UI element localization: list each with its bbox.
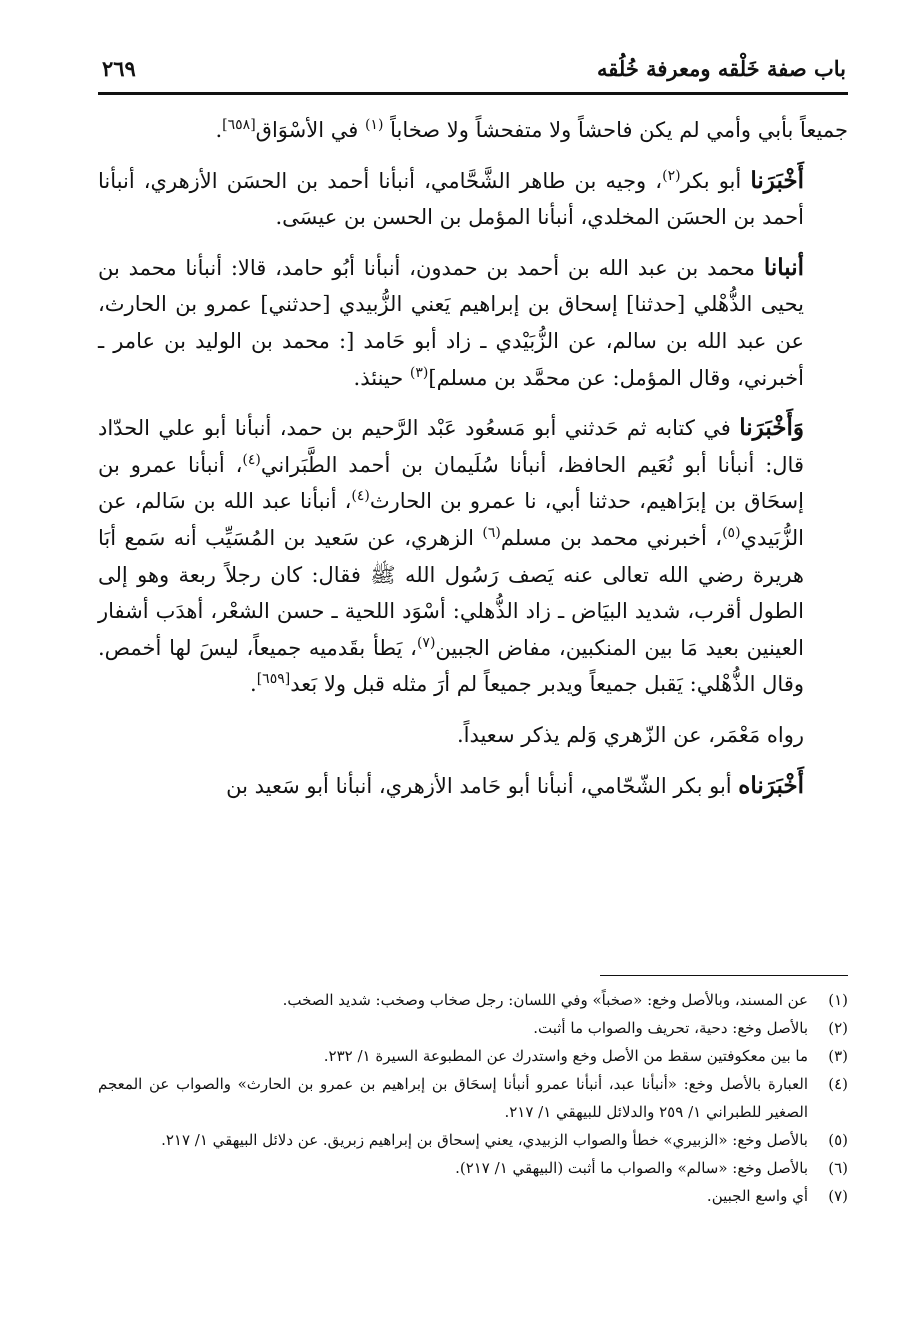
paragraph-text: الزهري، عن سَعيد بن المُسَيِّب أنه سَمع أبَا هريرة رضي الله تعالى عنه يَصف رَسُول الله ﷺ فقال: كان رجلاً ربعة وهو إلى الطول أقرب، شديد البيَاض ـ زاد الذُّهلي: أسْوَد اللحية ـ حسن الشعْر، أهدَب أشفار العينين بعيد مَا بين المنكبين، مفاض الجبين [98,525,804,660]
paragraph-text: . [250,672,257,697]
text-paragraph [98,717,848,754]
paragraph-text: أبو بكر [680,168,751,193]
paragraph-text: ، يَطأ بقَدميه جميعاً، ليسَ لها أخمص. وقال الذُّهْلي: يَقبل جميعاً ويدبر جميعاً لم أرَ مثله قبل ولا بَعد [98,635,804,697]
footnote-text: بالأصل وخع: «الزبيري» خطأ والصواب الزبيدي، يعني إسحاق بن إبراهيم زبريق. عن دلائل البيهقي ١/ ٢١٧. [161,1131,808,1149]
footnote-number: (٥) [828,1131,848,1149]
paragraph-text: في كتابه ثم حَدثني أبو مَسعُود عَبْد الرَّحيم بن حمد، أنبأنا أبو علي الحدّاد قال: أنبأنا أبو نُعَيم الحافظ، أنبأنا سُلَيمان بن أحمد الطَّبَراني [98,416,804,477]
footnote-marker: (١) [364,117,384,133]
main-text [98,112,848,818]
footnote-marker: (٤) [351,488,370,505]
footnote [98,1014,848,1042]
footnote-separator [600,975,848,976]
paragraph-text: جميعاً بأبي وأمي لم يكن فاحشاً ولا متفحشاً ولا صخاباً [383,118,848,142]
paragraph-text: رواه مَعْمَر، عن الزّهري وَلم يذكر سعيداً. [456,722,804,747]
page-number: ٢٦٩ [102,56,136,81]
isnad-lead-word: أَخْبَرَنا [750,166,804,194]
footnote-marker: (٥) [722,524,741,541]
footnote-number: (٢) [828,1019,848,1037]
footnote-marker: [٦٥٨] [222,117,256,133]
footnote-number: (٣) [828,1047,848,1065]
paragraph-text: ، أنبأنا عمرو بن إسحَاق بن إبرَاهيم، حدثنا أبي، نا عمرو بن الحارث [98,452,804,514]
chapter-title: باب صفة خَلْقه ومعرفة خُلُقه [596,56,846,81]
text-paragraph [98,163,848,236]
footnote-text: بالأصل وخع: «سالم» والصواب ما أثبت (البيهقي ١/ ٢١٧). [455,1159,808,1177]
paragraph-text: أبو بكر الشّحّامي، أنبأنا أبو حَامد الأزهري، أنبأنا أبو سَعيد بن [226,773,739,798]
footnote-marker: (٣) [409,364,429,381]
footnote-text: بالأصل وخع: دحية، تحريف والصواب ما أثبت. [533,1019,808,1037]
footnote-number: (٦) [828,1159,848,1177]
footnote-text: العبارة بالأصل وخع: «أنبأنا عبد، أنبأنا عمرو أنبأنا إسحَاق بن إبراهيم بن عمرو بن الحارث» والصواب عن المعجم الصغير للطبراني ١/ ٢٥٩ والدلائل للبيهقي ١/ ٢١٧. [98,1075,808,1121]
footnote [98,1182,848,1210]
isnad-lead-word: أنبانا [763,253,804,281]
footnote-number: (٤) [828,1075,848,1093]
paragraph-text: ، وجيه بن طاهر الشَّحَّامي، أنبأنا أحمد بن الحسَن الأزهري، أنبأنا أحمد بن الحسَن المخلدي، أنبأنا المؤمل بن الحسن بن عيسَى. [98,168,804,230]
footnote-marker: [٦٥٩] [256,671,291,688]
book-page [98,0,848,1336]
footnote [98,1154,848,1182]
footnote [98,1070,848,1126]
paragraph-text: ، أخبرني محمد بن مسلم [500,525,723,550]
text-paragraph [98,410,848,703]
isnad-lead-word: وَأَخْبَرَنا [739,414,804,442]
paragraph-text: حينئذ. [353,365,410,390]
footnote [98,1126,848,1154]
footnote-marker: (٦) [482,524,501,541]
text-paragraph [98,112,848,149]
footnote-marker: (٤) [242,451,261,468]
footnote [98,986,848,1014]
footnote-number: (٧) [828,1187,848,1205]
text-paragraph [98,250,848,396]
footnotes [98,986,848,1210]
footnote-marker: (٧) [416,634,436,651]
footnote-text: ما بين معكوفتين سقط من الأصل وخع واستدرك عن المطبوعة السيرة ١/ ٢٣٢. [323,1047,808,1065]
footnote [98,1042,848,1070]
footnote-text: أي واسع الجبين. [706,1187,808,1205]
paragraph-text: في الأسْوَاق [255,118,365,142]
text-paragraph [98,768,848,805]
footnote-text: عن المسند، وبالأصل وخع: «صخباً» وفي اللسان: رجل صخاب وصخب: شديد الصخب. [282,991,808,1009]
paragraph-text: . [215,118,223,142]
paragraph-text: ، أنبأنا عبد الله بن سَالم، عن الزُّبَيدي [98,489,804,550]
running-header [98,52,848,95]
footnote-number: (١) [828,991,848,1009]
footnote-marker: (٢) [662,167,681,184]
paragraph-text: محمد بن عبد الله بن أحمد بن حمدون، أنبأنا أبُو حامد، قالا: أنبأنا محمد بن يحيى الذُّهْلي [حدثنا] إسحاق بن إبراهيم يَعني الزُّبيدي [حدثني] عمرو بن الحارث، عن عبد الله بن سالم، عن الزُّبَيْدي ـ زاد أبو حَامد [: محمد بن الوليد بن عامر ـ أخبرني، وقال المؤمل: عن محمَّد بن مسلم] [98,255,804,390]
isnad-lead-word: أَخْبَرَناه [738,771,804,799]
